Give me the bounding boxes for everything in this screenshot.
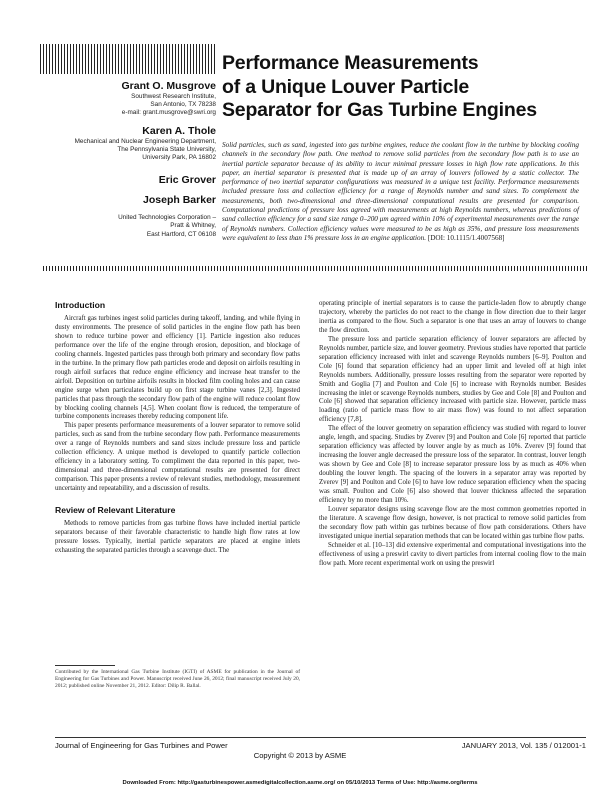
author-affiliation-line: Pratt & Whitney,	[170, 222, 216, 230]
title-line-3: Separator for Gas Turbine Engines	[222, 99, 537, 121]
author-affiliation-line: United Technologies Corporation –	[118, 214, 216, 222]
copyright: Copyright © 2013 by ASME	[253, 751, 347, 760]
paper-title	[222, 52, 592, 123]
paragraph: Louver separator designs using scavenge flow are the most common geometries reported in the literature. A scavenge flow design, however, is not practical to remove solid particles from the secondary flow path within gas turbines because of flow path considerations. Others have investigated unique inertial separation methods that can be located within gas turbine flow paths.	[319, 505, 586, 540]
title-line-1: Performance Measurements	[222, 52, 479, 74]
author-email: e-mail: grant.musgrove@swri.org	[121, 109, 216, 117]
paragraph: operating principle of inertial separators is to cause the particle-laden flow to abruptly change trajectory, whereby the particles do not react to the change in flow direction due to their larger inertia as compared to the flow. Such a separator is one that uses an array of louvers to change the flow direction.	[319, 300, 586, 334]
author-affiliation-line: Southwest Research Institute,	[131, 93, 216, 100]
footnote-rule	[55, 665, 115, 666]
footnote: Contributed by the International Gas Turbine Institute (IGTI) of ASME for publication in the Journal of Engineering for Gas Turbines and Power. Manuscript received June 26, 2012; final manuscript received July 20, 2012; published online November 21, 2012. Editor: Dilip R. Ballal.	[55, 669, 300, 690]
section-heading-introduction: Introduction	[55, 300, 106, 310]
right-column	[319, 300, 586, 569]
paragraph: Schneider et al. [10–13] did extensive experimental and computational investigations into the effectiveness of using a preswirl cavity to divert particles from internal cooling flow to the main flow path. More recent experimental work on using the preswirl	[319, 541, 586, 567]
author-name: Joseph Barker	[143, 194, 216, 207]
hatch-bar-top	[40, 44, 215, 74]
author-name: Eric Grover	[158, 174, 216, 187]
abstract	[222, 141, 579, 243]
author-name: Karen A. Thole	[142, 124, 216, 137]
abstract-text: Solid particles, such as sand, ingested into gas turbine engines, reduce the coolant flow in the turbine by blocking cooling channels in the secondary flow path. One method to remove solid particles from the secondary flow path is to use an inertial particle separator because of its ability to incur minimal pressure losses in high flow rate applications. In this paper, an inertial separator is presented that is made up of an array of louvers followed by a static collector. The performance of two inertial separator configurations was measured in a unique test facility. Performance measurements included pressure loss and collection efficiency for a range of Reynolds number and sand sizes. To complement the measurements, both two-dimensional and three-dimensional computational results are presented for comparison. Computational predictions of pressure loss agreed with measurements at high Reynolds numbers, whereas predictions of sand collection efficiency for a sand size range 0–200 μm agreed within 10% of experimental measurements over the range of Reynolds numbers. Collection efficiency values were measured to be as high as 35%, and pressure loss measurements were equivalent to less than 1% pressure loss in an engine application.	[222, 141, 579, 242]
footer-rule	[55, 737, 586, 738]
paragraph: This paper presents performance measurements of a louver separator to remove solid particles, such as sand from the turbine secondary flow path. Performance measurements over a range of Reynolds numbers and sand sizes include pressure loss and particle collection efficiency. A unique method is developed to quantify particle collection efficiency in a laboratory setting. To compliment the data reported in this paper, two-dimensional and three-dimensional computational results are presented for direct comparison. This paper presents a review of relevant studies, methodology, measurement uncertainty and repeatability, and a discussion of results.	[55, 422, 300, 493]
author-affiliation-line: Mechanical and Nuclear Engineering Department,	[74, 137, 216, 145]
author-name: Grant O. Musgrove	[121, 80, 216, 92]
journal-name: Journal of Engineering for Gas Turbines and Power	[55, 741, 228, 750]
doi: [DOI: 10.1115/1.4007568]	[427, 233, 505, 242]
author-affiliation-line: University Park, PA 16802	[142, 154, 216, 162]
paragraph: Aircraft gas turbines ingest solid particles during takeoff, landing, and while flying in dusty environments. The presence of solid particles in the engine flow path has been shown to reduce turbine power and efficiency [1]. Particle ingestion also reduces performance over the life of the engine through erosion, deposition, and blockage of cooling channels. Ingested particles pass through both primary and secondary flow paths in the turbine. In the primary flow path particles erode and deposit on airfoils resulting in rough airfoil surfaces that reduce engine efficiency and increase heat transfer to the airfoil. Deposition on turbine airfoils results in blocked film cooling holes and can cause engine surge when particulates build up on first stage turbine vanes [2,3]. Ingested particles that pass through the secondary flow path of the engine will reduce coolant flow by blocking cooling channels [4,5]. When coolant flow is reduced, the temperature of turbine components increases thereby reducing component life.	[55, 315, 300, 421]
author-affiliation-line: East Hartford, CT 06108	[146, 230, 216, 238]
paragraph: The pressure loss and particle separation efficiency of louver separators are affected by Reynolds number, particle size, and louver geometry. Previous studies have reported that particle separation efficiency increased with inlet and scavenge Reynolds numbers [6–9]. Poulton and Cole [6] found that separation efficiency had an upper limit and leveled off at high inlet Reynolds numbers. Additionally, pressure losses resulting from the separator were reported by Smith and Goglia [7] and Poulton and Cole [6] to increase with Reynolds number. Besides increasing the inlet or scavenge Reynolds numbers, studies by Gee and Cole [8] and Poulton and Cole [6] showed that separation efficiency increased with particle size. However, particle mass loading (ratio of particle mass flow to air mass flow) was found to not affect separation efficiency [7,8].	[319, 335, 586, 424]
author-block	[40, 80, 216, 239]
download-notice: Downloaded From: http://gasturbinespower.asmedigitalcollection.asme.org/ on 05/10/2013 Terms of Use: http://asme.org/terms	[122, 780, 478, 786]
paragraph: Methods to remove particles from gas turbine flows have included inertial particle separators because of their favorable characteristic to handle high flow rates at low pressure losses. Typically, inertial particle separators are placed at engine inlets exhausting the separated particles through a scavenge duct. The	[55, 520, 300, 554]
issue-info: JANUARY 2013, Vol. 135 / 012001-1	[461, 741, 586, 750]
paragraph: The effect of the louver geometry on separation efficiency was studied with regard to louver angle, length, and spacing. Studies by Zverev [9] and Poulton and Cole [6] reported that particle separation efficiency was affected by louver angle by as much as 10%. Zverev [9] found that increasing the louver angle decreased the pressure loss of the separator. In contrast, louver length was shown by Gee and Cole [8] to increase separator pressure loss by as much as 40% when doubling the louver length. The spacing of the louvers in a separator array was reported by Zverev [9] and Poulton and Cole [6] to have low reduce separation efficiency when the spacing was small. Poulton and Cole [6] also showed that louver thickness affected the separation efficiency by no more than 10%.	[319, 425, 586, 504]
left-column	[55, 300, 300, 556]
author-affiliation-line: San Antonio, TX 78238	[150, 101, 216, 109]
author-affiliation-line: The Pennsylvania State University,	[117, 145, 216, 153]
hatch-bar-bottom	[43, 266, 589, 271]
section-heading-review: Review of Relevant Literature	[55, 505, 176, 516]
title-line-2: of a Unique Louver Particle	[222, 75, 470, 98]
